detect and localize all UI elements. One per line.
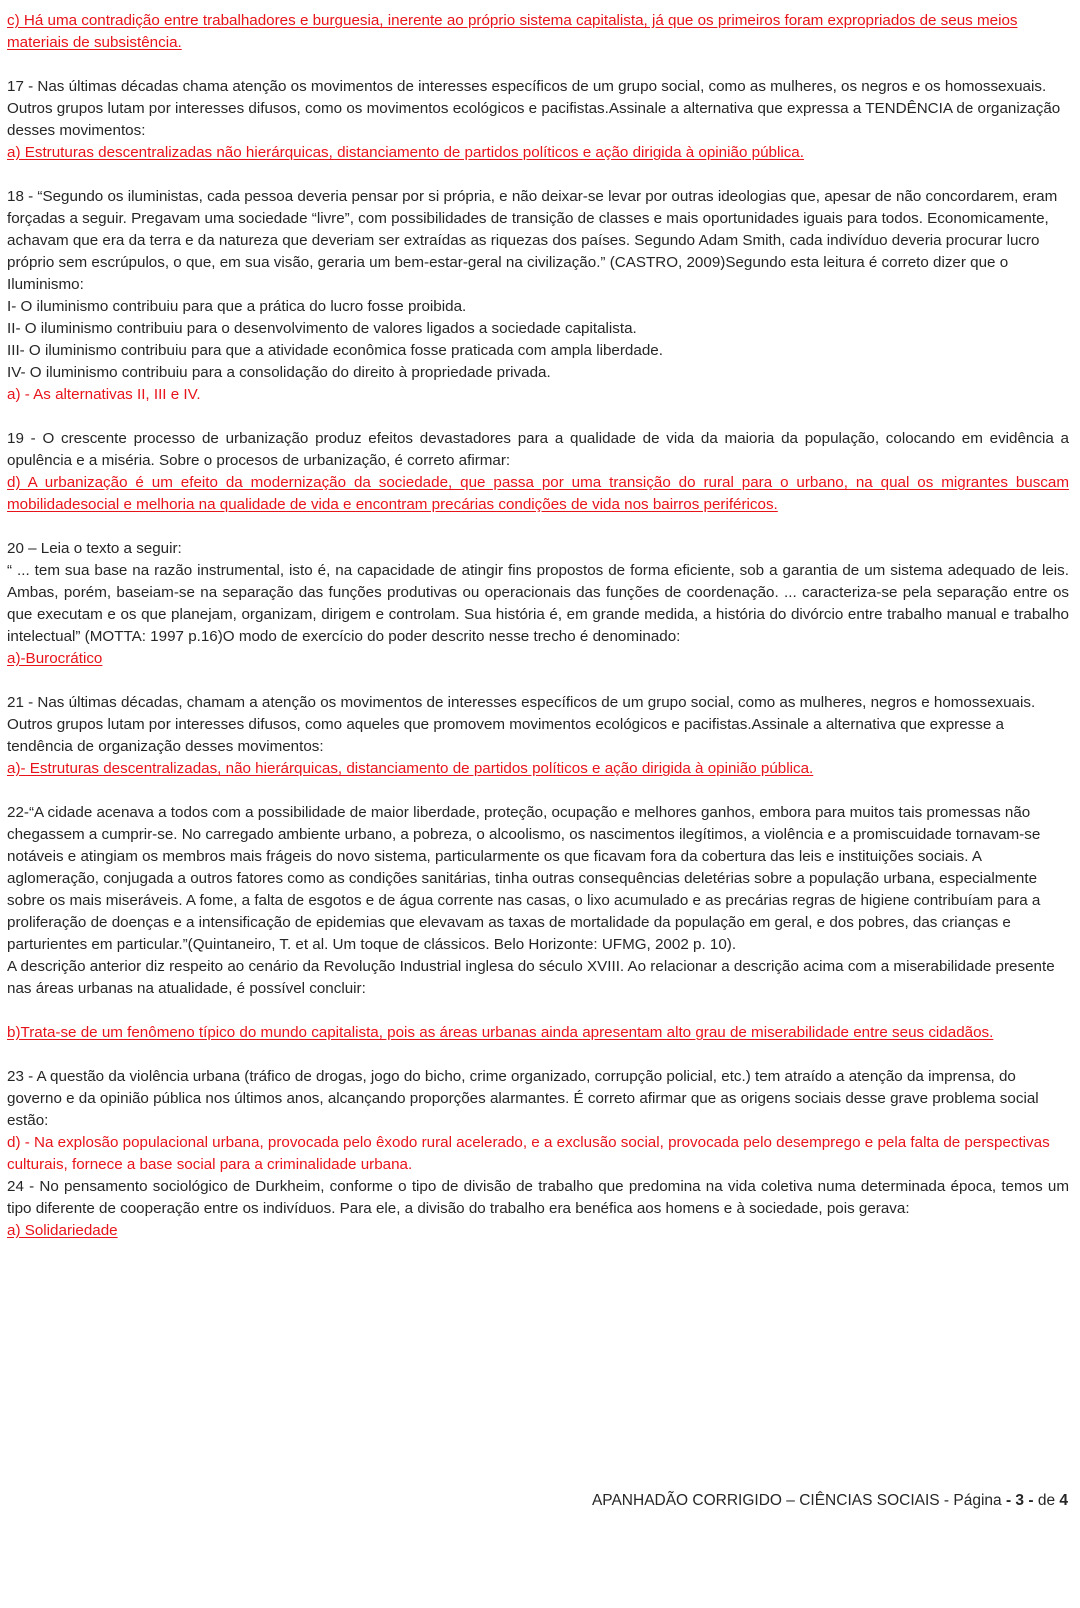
question-text: 19 - O crescente processo de urbanização produz efeitos devastadores para a qualidade de vida da maioria da população, colocando em evidência a opulência e a miséria. Sobre o procesos de urbanização, é correto afirmar: bbox=[7, 430, 1069, 469]
question-quote: “ ... tem sua base na razão instrumental, isto é, na capacidade de atingir fins propostos de forma eficiente, sob a garantia de um sistema adequado de leis. Ambas, porém, baseiam-se na separação das funções produtivas ou operacionais das funções de coordenação. ... caracteriza-se pela separação entre os que executam e os que planejam, organizam, dirigem e controlam. Sua história é, em grande medida, a história do divórcio entre trabalho manual e trabalho intelectual” (MOTTA: 1997 p.16)O modo de exercício do poder descrito nesse trecho é denominado: bbox=[7, 562, 1069, 645]
page-footer bbox=[592, 1492, 1068, 1510]
footer-page-number: - 3 - bbox=[1005, 1492, 1034, 1509]
answer-text: c) Há uma contradição entre trabalhadores e burguesia, inerente ao próprio sistema capitalista, já que os primeiros foram expropriados de seus meios materiais de subsistência. bbox=[7, 12, 1018, 51]
answer-text: d) A urbanização é um efeito da modernização da sociedade, que passa por uma transição do rural para o urbano, na qual os migrantes buscam mobilidadesocial e melhoria na qualidade de vida e encontram precárias condições de vida nos bairros periféricos. bbox=[7, 474, 1069, 513]
question-intro: 20 – Leia o texto a seguir: bbox=[7, 540, 182, 557]
question-quote: 22-“A cidade acenava a todos com a possibilidade de maior liberdade, proteção, ocupação e melhores ganhos, embora para muitos tais promessas não chegassem a cumprir-se. No carregado ambiente urbano, a pobreza, o alcoolismo, os nascimentos ilegítimos, a violência e a promiscuidade tornavam-se notáveis e atingiam os membros mais frágeis do novo sistema, particularmente os que ficavam fora da cobertura das leis e instituições sociais. A aglomeração, conjugada a outros fatores como as condições sanitárias, tinha outras consequências deletérias sobre a população urbana, especialmente sobre os mais miseráveis. A fome, a falta de esgotos e de água corrente nas casas, o lixo acumulado e as precárias regras de higiene contribuíam para a proliferação de doenças e a intensificação de epidemias que elevavam as taxas de mortalidade da população em geral, e dos pobres, das crianças e parturientes em particular.”(Quintaneiro, T. et al. Um toque de clássicos. Belo Horizonte: UFMG, 2002 p. 10). bbox=[7, 804, 1041, 953]
question-text: 21 - Nas últimas décadas, chamam a atenção os movimentos de interesses específicos de um grupo social, como as mulheres, negros e homossexuais. Outros grupos lutam por interesses difusos, como aqueles que promovem movimentos ecológicos e pacifistas.Assinale a alternativa que expresse a tendência de organização desses movimentos: bbox=[7, 694, 1036, 755]
statement-iv: IV- O iluminismo contribuiu para a consolidação do direito à propriedade privada. bbox=[7, 364, 551, 381]
question-19 bbox=[7, 428, 1069, 516]
question-18 bbox=[7, 186, 1069, 406]
question-24 bbox=[7, 1176, 1069, 1242]
footer-page-total: 4 bbox=[1059, 1492, 1068, 1509]
answer-text: d) - Na explosão populacional urbana, provocada pelo êxodo rural acelerado, e a exclusão social, provocada pelo desemprego e pela falta de perspectivas culturais, fornece a base social para a criminalidade urbana. bbox=[7, 1134, 1050, 1173]
question-text: 23 - A questão da violência urbana (tráfico de drogas, jogo do bicho, crime organizado, corrupção policial, etc.) tem atraído a atenção da imprensa, do governo e da opinião pública nos últimos anos, alcançando proporções alarmantes. É correto afirmar que as origens sociais desse grave problema social estão: bbox=[7, 1068, 1039, 1129]
answer-text: a)- Estruturas descentralizadas, não hierárquicas, distanciamento de partidos políticos e ação dirigida à opinião pública. bbox=[7, 760, 814, 777]
statement-i: I- O iluminismo contribuiu para que a prática do lucro fosse proibida. bbox=[7, 298, 467, 315]
document-body bbox=[7, 10, 1069, 1264]
answer-text: a)-Burocrático bbox=[7, 650, 103, 667]
footer-of-label: de bbox=[1033, 1492, 1060, 1509]
question-23 bbox=[7, 1066, 1069, 1176]
answer-text: b)Trata-se de um fenômeno típico do mundo capitalista, pois as áreas urbanas ainda apresentam alto grau de miserabilidade entre seus cidadãos. bbox=[7, 1024, 994, 1041]
question-16-answer-block bbox=[7, 10, 1069, 54]
spacer bbox=[7, 1000, 1069, 1022]
answer-text: a) Solidariedade bbox=[7, 1222, 118, 1239]
question-17 bbox=[7, 76, 1069, 164]
statement-iii: III- O iluminismo contribuiu para que a atividade econômica fosse praticada com ampla liberdade. bbox=[7, 342, 663, 359]
question-20 bbox=[7, 538, 1069, 670]
question-text: 17 - Nas últimas décadas chama atenção os movimentos de interesses específicos de um grupo social, como as mulheres, os negros e os homossexuais. Outros grupos lutam por interesses difusos, como os movimentos ecológicos e pacifistas.Assinale a alternativa que expressa a TENDÊNCIA de organização desses movimentos: bbox=[7, 78, 1061, 139]
answer-text: a) Estruturas descentralizadas não hierárquicas, distanciamento de partidos políticos e ação dirigida à opinião pública. bbox=[7, 144, 804, 161]
statement-ii: II- O iluminismo contribuiu para o desenvolvimento de valores ligados a sociedade capitalista. bbox=[7, 320, 637, 337]
footer-title: APANHADÃO CORRIGIDO – CIÊNCIAS SOCIAIS - Página bbox=[591, 1492, 1006, 1509]
question-text: 18 - “Segundo os iluministas, cada pessoa deveria pensar por si própria, e não deixar-se levar por outras ideologias que, apesar de não concordarem, eram forçadas a seguir. Pregavam uma sociedade “livre”, com possibilidades de transição de classes e mais oportunidades iguais para todos. Economicamente, achavam que era da terra e da natureza que deveriam ser extraídas as riquezas dos países. Segundo Adam Smith, cada indivíduo deveria procurar lucro próprio sem escrúpulos, o que, em sua visão, geraria um bem-estar-geral na civilização.” (CASTRO, 2009)Segundo esta leitura é correto dizer que o Iluminismo: bbox=[7, 188, 1058, 293]
question-22 bbox=[7, 802, 1069, 1044]
question-text: 24 - No pensamento sociológico de Durkheim, conforme o tipo de divisão de trabalho que predomina na vida coletiva numa determinada época, temos um tipo diferente de cooperação entre os indivíduos. Para ele, a divisão do trabalho era benéfica aos homens e à sociedade, pois gerava: bbox=[7, 1178, 1069, 1217]
question-21 bbox=[7, 692, 1069, 780]
answer-text: a) - As alternativas II, III e IV. bbox=[7, 386, 201, 403]
question-text: A descrição anterior diz respeito ao cenário da Revolução Industrial inglesa do século XVIII. Ao relacionar a descrição acima com a miserabilidade presente nas áreas urbanas na atualidade, é possível concluir: bbox=[7, 958, 1055, 997]
